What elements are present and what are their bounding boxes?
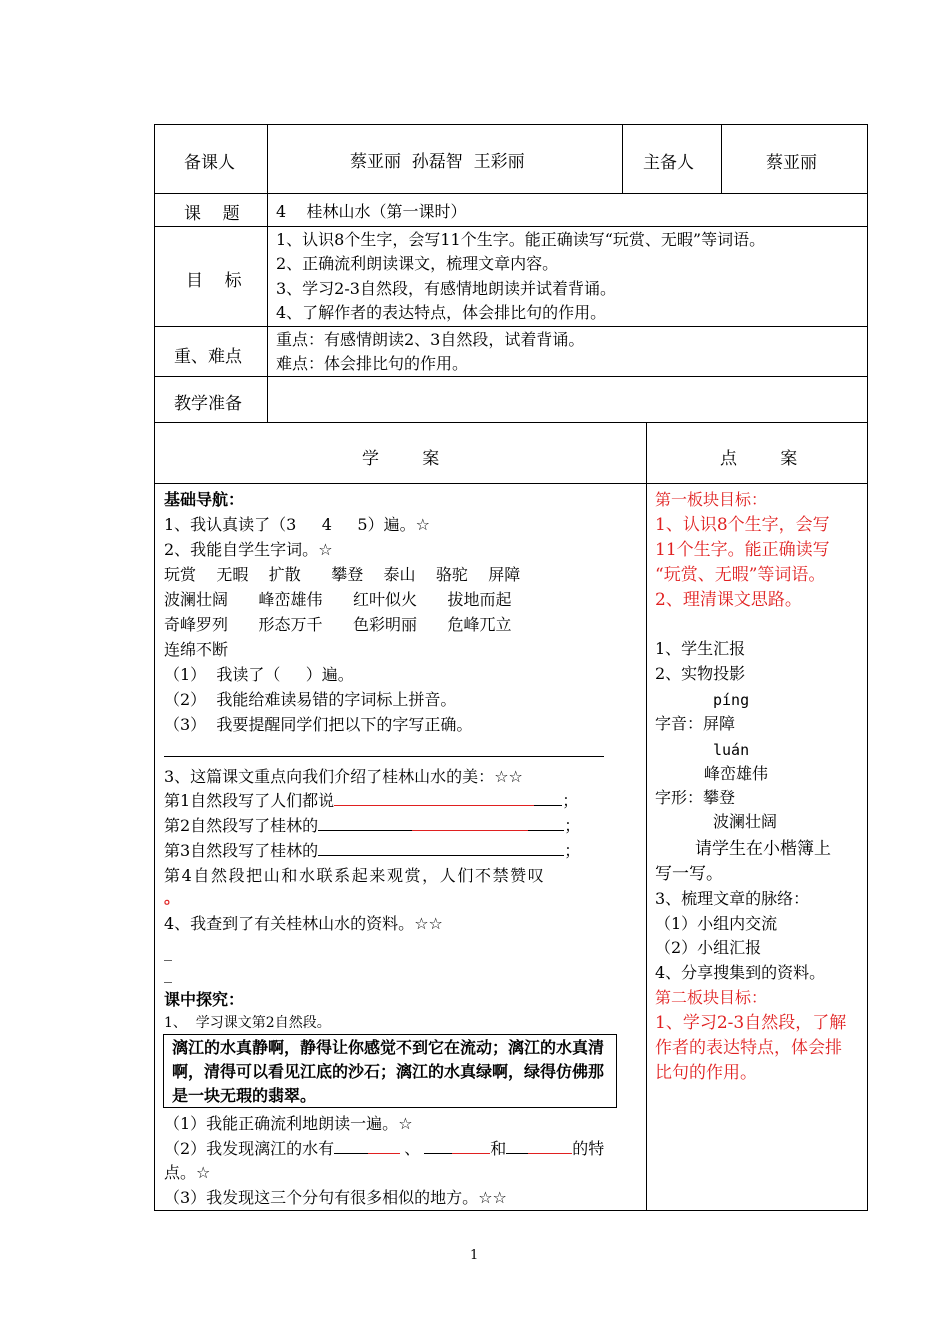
word-list: 波澜壮阔 峰峦雄伟 红叶似火 拔地而起 [164,590,512,609]
row-divider [154,376,868,377]
question-2: （2）我发现漓江的水有 、 和 的特 [164,1139,605,1158]
pinyin-annotation: píng [713,691,750,709]
goal-item: 2、正确流利朗读课文，梳理文章内容。 [276,254,559,273]
page-number: 1 [470,1248,479,1263]
guide-step: 波澜壮阔 [713,812,778,831]
answer-blank[interactable] [318,814,564,831]
table-border-bottom [154,1210,868,1211]
quote-text: 漓江的水真静啊，静得让你感觉不到它在流动；漓江的水真清啊，清得可以看见江底的沙石；漓江的水真绿啊，绿得仿佛那是一块无瑕的翡翠。 [172,1038,605,1105]
guide-step: 峰峦雄伟 [704,764,769,783]
guide-step: 字音：屏障 [655,714,736,733]
guide-goal-1-title: 第一板块目标： [655,490,768,509]
goal-label: 目 标 [186,271,242,291]
basic-item-4: 4、我查到了有关桂林山水的资料。☆☆ [164,914,443,933]
goal-item: 1、认识8个生字，会写11个生字。能正确读写“玩赏、无暇”等词语。 [276,230,766,249]
paragraph-blank-4: 第4自然段把山和水联系起来观赏，人们不禁赞叹 [164,866,546,885]
guide-goal-1-line: 2、理清课文思路。 [655,590,802,610]
key-label: 重、难点 [174,347,242,367]
basic-item-3: 3、这篇课文重点向我们介绍了桂林山水的美：☆☆ [164,767,523,786]
guide-step: 2、实物投影 [655,664,746,683]
topic: 4 桂林山水（第一课时） [276,202,467,221]
star-rating: ☆ [318,540,333,559]
guide-goal-2-title: 第二板块目标： [655,988,768,1007]
answer-blank[interactable] [506,1137,572,1154]
col-divider [646,422,647,1211]
row-divider [154,226,868,227]
guide-step: 写一写。 [655,864,723,884]
guide-step: （1）小组内交流 [655,914,778,933]
col-divider [267,124,268,422]
preparers: 蔡亚丽 孙磊智 王彩丽 [350,152,525,172]
question-2-cont: 点。☆ [164,1163,211,1182]
row-divider [154,193,868,194]
main-preparer-label: 主备人 [643,153,694,173]
red-period: 。 [164,888,181,907]
star-rating: ☆ [196,1163,211,1182]
row-divider [154,483,868,484]
table-border-left [154,124,155,1211]
goal-item: 3、学习2-3自然段，有感情地朗读并试着背诵。 [276,279,616,298]
row-divider [154,422,868,423]
explore-title: 课中探究： [164,990,245,1009]
star-rating: ☆☆ [478,1188,507,1207]
guide-column-header: 点 案 [720,449,798,469]
explore-item-1: 1、 学习课文第2自然段。 [164,1015,331,1031]
word-list: 奇峰罗列 形态万千 色彩明丽 危峰兀立 [164,615,512,634]
pinyin-annotation: luán [713,741,750,759]
topic-label: 课 题 [184,204,240,224]
blank-dash: _ [164,964,172,983]
prep-label: 教学准备 [174,394,242,414]
sub-item: （2） 我能给难读易错的字词标上拼音。 [164,690,457,709]
sub-item: （1） 我读了（ ）遍。 [164,665,354,684]
preparer-label: 备课人 [184,153,235,173]
sub-item: （3） 我要提醒同学们把以下的字写正确。 [164,715,473,734]
guide-goal-1-line: 11个生字。能正确读写 [655,540,830,560]
basic-item-1: 1、我认真读了（3 4 5）遍。☆ [164,515,430,534]
guide-step: 4、分享搜集到的资料。 [655,963,826,982]
guide-step: 请学生在小楷簿上 [695,839,831,859]
guide-goal-1-line: “玩赏、无暇”等词语。 [655,565,826,585]
guide-step: 字形：攀登 [655,788,736,807]
key-point: 难点：体会排比句的作用。 [276,354,469,373]
word-list: 连绵不断 [164,640,229,659]
paragraph-blank-2: 第2自然段写了桂林的 ； [164,816,581,835]
guide-goal-2-line: 1、学习2-3自然段，了解 [655,1013,847,1033]
goal-item: 4、了解作者的表达特点，体会排比句的作用。 [276,303,607,322]
row-divider [154,326,868,327]
paragraph-blank-1: 第1自然段写了人们都说 ； [164,791,579,810]
basic-item-2: 2、我能自学生字词。☆ [164,540,333,559]
col-divider [622,124,623,193]
answer-blank[interactable] [334,789,562,806]
col-divider [721,124,722,193]
study-column-header: 学 案 [362,449,440,469]
key-point: 重点：有感情朗读2、3自然段，试着背诵。 [276,330,585,349]
guide-step: 3、梳理文章的脉络： [655,889,810,908]
table-border-top [154,124,868,125]
star-rating: ☆ [398,1114,413,1133]
answer-blank[interactable] [334,1137,400,1154]
question-3: （3）我发现这三个分句有很多相似的地方。☆☆ [164,1188,507,1207]
basic-title: 基础导航： [164,490,245,509]
table-border-right [867,124,868,1211]
star-rating: ☆☆ [414,914,443,933]
guide-goal-2-line: 作者的表达特点，体会排 [655,1038,842,1058]
word-list: 玩赏 无暇 扩散 攀登 泰山 骆驼 屏障 [164,565,521,584]
star-rating: ☆☆ [494,767,523,786]
paragraph-blank-3: 第3自然段写了桂林的 ； [164,841,581,860]
guide-step: （2）小组汇报 [655,938,762,957]
answer-blank[interactable] [318,839,564,856]
write-line[interactable] [164,756,604,757]
main-preparer: 蔡亚丽 [766,153,817,173]
guide-step: 1、学生汇报 [655,639,746,658]
guide-goal-1-line: 1、认识8个生字，会写 [655,515,830,535]
question-1: （1）我能正确流利地朗读一遍。☆ [164,1114,413,1133]
guide-goal-2-line: 比句的作用。 [655,1063,757,1083]
blank-dash: _ [164,942,172,961]
answer-blank[interactable] [424,1137,490,1154]
star-rating: ☆ [415,515,430,534]
